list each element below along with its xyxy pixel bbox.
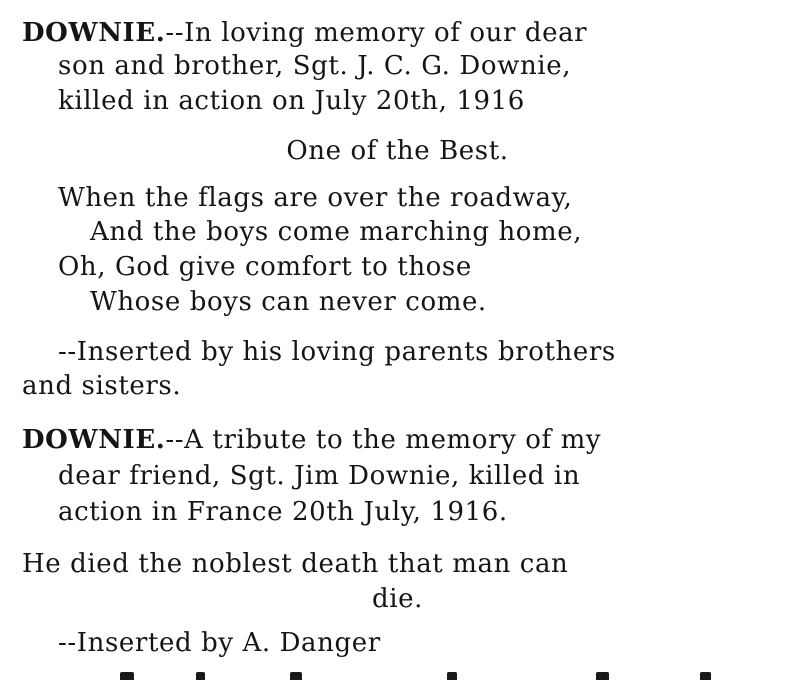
notice-1-inserted-line-2: and sisters. <box>22 371 182 401</box>
notice-1-line-2: son and brother, Sgt. J. C. G. Downie, <box>58 51 572 81</box>
notice-1-subtitle: One of the Best. <box>286 136 509 166</box>
notice-2-surname-heading: DOWNIE. <box>22 425 166 455</box>
verse-line-1: When the flags are over the roadway, <box>58 183 573 213</box>
notice-2-intro-text: --A tribute to the memory of my <box>165 425 602 455</box>
notice-1-inserted-line-1: --Inserted by his loving parents brothers <box>58 337 616 367</box>
notice-2-quote-line-2: die. <box>371 584 423 614</box>
notice-1-intro-text: --In loving memory of our dear <box>165 18 588 48</box>
cut-off-next-line <box>0 672 795 680</box>
notice-2-first-line <box>22 425 601 455</box>
notice-2-line-2: dear friend, Sgt. Jim Downie, killed in <box>58 461 581 491</box>
notice-1-first-line <box>22 18 587 48</box>
verse-line-2: And the boys come marching home, <box>90 217 583 247</box>
verse-line-3: Oh, God give comfort to those <box>58 252 472 282</box>
notice-2-inserted-line: --Inserted by A. Danger <box>58 628 381 658</box>
notice-2-quote-line-1: He died the noblest death that man can <box>22 549 569 579</box>
verse-line-4: Whose boys can never come. <box>90 287 487 317</box>
notice-1-surname-heading: DOWNIE. <box>22 18 166 48</box>
notice-1-line-3: killed in action on July 20th, 1916 <box>58 86 525 116</box>
notice-2-line-3: action in France 20th July, 1916. <box>58 497 508 527</box>
